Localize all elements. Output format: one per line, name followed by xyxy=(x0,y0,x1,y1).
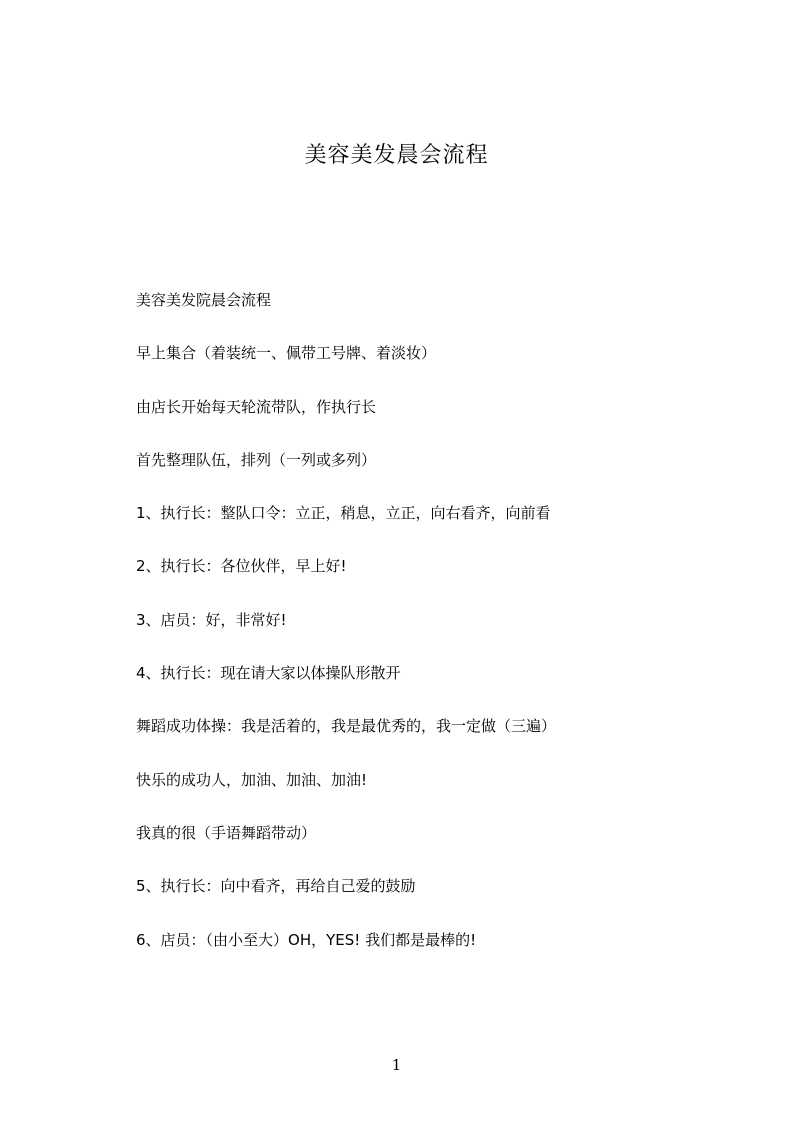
body-line: 美容美发院晨会流程 xyxy=(136,291,272,309)
body-line: 5、执行长：向中看齐，再给自己爱的鼓励 xyxy=(136,877,416,896)
body-line: 首先整理队伍，排列（一列或多列） xyxy=(136,450,377,469)
document-title: 美容美发晨会流程 xyxy=(304,143,489,168)
body-line: 我真的很（手语舞蹈带动） xyxy=(136,823,317,842)
body-line: 快乐的成功人，加油、加油、加油! xyxy=(136,770,368,789)
body-line: 4、执行长：现在请大家以体操队形散开 xyxy=(136,664,401,683)
body-line: 舞蹈成功体操：我是活着的，我是最优秀的，我一定做（三遍） xyxy=(136,717,557,736)
body-line: 1、执行长：整队口令：立正，稍息，立正，向右看齐，向前看 xyxy=(136,504,551,523)
body-line: 2、执行长：各位伙伴，早上好! xyxy=(136,557,347,576)
body-line: 3、店员：好，非常好! xyxy=(136,610,287,629)
body-line: 由店长开始每天轮流带队，作执行长 xyxy=(136,397,377,416)
body-line: 早上集合（着装统一、佩带工号牌、着淡妆） xyxy=(136,344,437,363)
page-number: 1 xyxy=(391,1056,402,1074)
body-line: 6、店员：（由小至大）OH，YES! 我们都是最棒的! xyxy=(136,930,477,949)
document-body xyxy=(136,288,736,981)
